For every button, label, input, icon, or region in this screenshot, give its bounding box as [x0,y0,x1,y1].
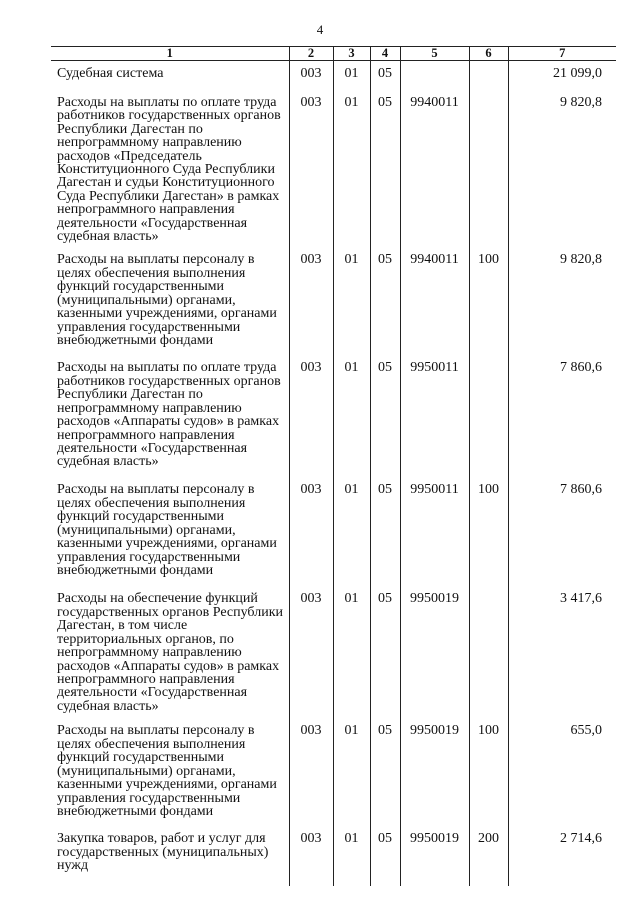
table-row [51,477,616,586]
ministry-code: 003 [289,355,333,477]
section-code: 01 [333,247,370,355]
table-row [51,826,616,886]
expense-type-code: 100 [469,718,508,826]
target-article-code: 9950019 [400,586,469,718]
section-code: 01 [333,477,370,586]
target-article-code: 9950019 [400,718,469,826]
expense-type-code: 200 [469,826,508,886]
subsection-code: 05 [370,355,400,477]
ministry-code: 003 [289,61,333,91]
subsection-code: 05 [370,586,400,718]
expense-name: Расходы на выплаты персоналу в целях обеспечения выполнения функций государственными (муниципальными) органами, казенными учреждениями, органами управления государственными внебюджетными фондами [57,723,277,819]
amount: 9 820,8 [508,90,616,247]
subsection-code: 05 [370,61,400,91]
table-row [51,61,616,91]
subsection-code: 05 [370,477,400,586]
section-code: 01 [333,586,370,718]
expense-name: Расходы на обеспечение функций государственных органов Республики Дагестан, в том числе территориальных органов, по непрограммному направлению расходов «Аппараты судов» в рамках непрограммного направления деятельности «Государственная судебная власть» [57,591,283,714]
section-code: 01 [333,355,370,477]
expense-type-code [469,90,508,247]
ministry-code: 003 [289,586,333,718]
expense-type-code: 100 [469,477,508,586]
amount: 7 860,6 [508,355,616,477]
column-header: 4 [370,47,400,61]
expense-type-code: 100 [469,247,508,355]
ministry-code: 003 [289,90,333,247]
table-row [51,718,616,826]
page-number: 4 [316,22,324,37]
ministry-code: 003 [289,718,333,826]
budget-table [51,46,616,886]
column-header: 7 [508,47,616,61]
expense-name: Судебная система [57,66,164,81]
amount: 7 860,6 [508,477,616,586]
subsection-code: 05 [370,247,400,355]
expense-name: Расходы на выплаты по оплате труда работников государственных органов Республики Дагестан по непрограммному направлению расходов «Председатель Конституционного Суда Республики Дагестан и судьи Конституционного Суда Республики Дагестан» в рамках непрограммного направления деятельности «Государственная судебная власть» [57,95,281,245]
amount: 3 417,6 [508,586,616,718]
column-header: 2 [289,47,333,61]
ministry-code: 003 [289,477,333,586]
expense-type-code [469,355,508,477]
amount: 9 820,8 [508,247,616,355]
target-article-code: 9950011 [400,355,469,477]
section-code: 01 [333,718,370,826]
table-row [51,247,616,355]
expense-name: Расходы на выплаты персоналу в целях обеспечения выполнения функций государственными (муниципальными) органами, казенными учреждениями, органами управления государственными внебюджетными фондами [57,252,277,348]
target-article-code [400,61,469,91]
column-header: 1 [51,47,289,61]
subsection-code: 05 [370,826,400,886]
amount: 2 714,6 [508,826,616,886]
expense-type-code [469,61,508,91]
subsection-code: 05 [370,718,400,826]
ministry-code: 003 [289,247,333,355]
ministry-code: 003 [289,826,333,886]
column-header: 3 [333,47,370,61]
table-row [51,355,616,477]
column-header: 5 [400,47,469,61]
table-row [51,586,616,718]
column-header: 6 [469,47,508,61]
expense-name: Расходы на выплаты по оплате труда работников государственных органов Республики Дагестан по непрограммному направлению расходов «Аппараты судов» в рамках непрограммного направления деятельности «Государственная судебная власть» [57,360,281,470]
target-article-code: 9950011 [400,477,469,586]
target-article-code: 9940011 [400,247,469,355]
target-article-code: 9950019 [400,826,469,886]
header-row [51,47,616,61]
target-article-code: 9940011 [400,90,469,247]
table-row [51,90,616,247]
expense-name: Расходы на выплаты персоналу в целях обеспечения выполнения функций государственными (муниципальными) органами, казенными учреждениями, органами управления государственными внебюджетными фондами [57,482,277,578]
amount: 655,0 [508,718,616,826]
expense-name: Закупка товаров, работ и услуг для государственных (муниципальных) нужд [57,831,269,874]
section-code: 01 [333,826,370,886]
expense-type-code [469,586,508,718]
section-code: 01 [333,90,370,247]
section-code: 01 [333,61,370,91]
amount: 21 099,0 [508,61,616,91]
subsection-code: 05 [370,90,400,247]
